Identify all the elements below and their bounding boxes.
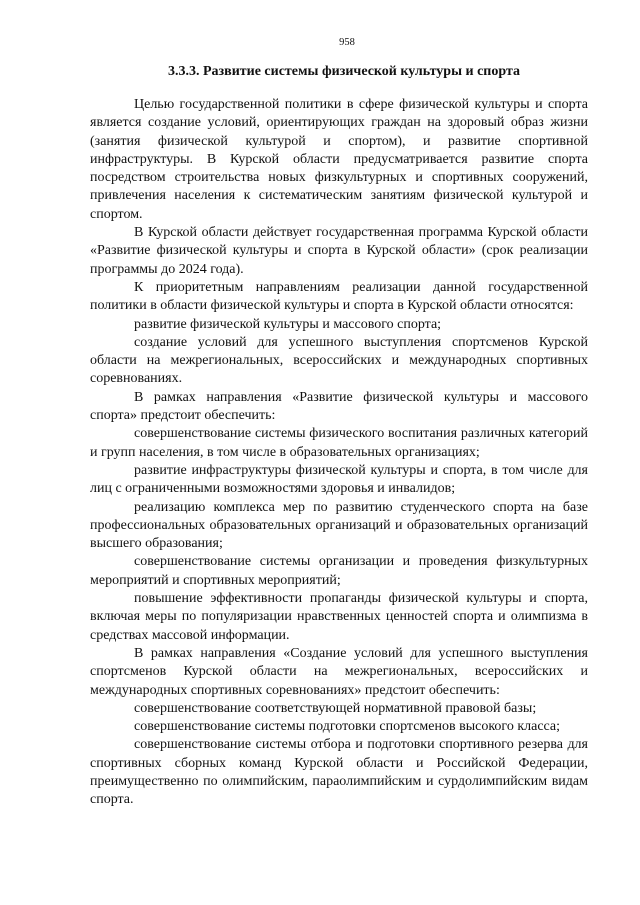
list-item-physical-education: совершенствование системы физического воспитания различных категорий и групп населения, в том числе в образовательных организациях; bbox=[90, 426, 588, 460]
list-item-athletes-conditions: создание условий для успешного выступления спортсменов Курской области на межрегиональных, всероссийских и международных спортивных соревнованиях. bbox=[90, 334, 588, 387]
list-item-student-sport: реализацию комплекса мер по развитию студенческого спорта на базе профессиональных образовательных организаций и образовательных организаций высшего образования; bbox=[90, 499, 588, 552]
list-item-mass-sport: развитие физической культуры и массового спорта; bbox=[134, 316, 442, 332]
list-item-infrastructure: развитие инфраструктуры физической культуры и спорта, в том числе для лиц с ограниченными возможностями здоровья и инвалидов; bbox=[90, 462, 588, 497]
page-number: 958 bbox=[339, 37, 355, 48]
list-item-legal-base: совершенствование соответствующей нормативной правовой базы; bbox=[134, 700, 537, 716]
list-item-events-organization: совершенствование системы организации и проведения физкультурных мероприятий и спортивных мероприятий; bbox=[90, 554, 588, 588]
list-item-propaganda: повышение эффективности пропаганды физической культуры и спорта, включая меры по популяризации нравственных ценностей спорта и олимпизма в средствах массовой информации. bbox=[90, 591, 588, 643]
list-item-reserve-selection: совершенствование системы отбора и подготовки спортивного резерва для спортивных сборных команд Курской области и Российской Федерации, преимущественно по олимпийским, параолимпийским и сурдолимпийским видам спорта. bbox=[90, 737, 588, 808]
paragraph-athletes-direction: В рамках направления «Создание условий для успешного выступления спортсменов Курской области на межрегиональных, всероссийских и международных спортивных соревнованиях» предстоит обеспечить: bbox=[90, 645, 588, 698]
paragraph-goal: Целью государственной политики в сфере физической культуры и спорта является создание условий, ориентирующих граждан на здоровый образ жизни (занятия физической культурой и спортом), и развитие спортивной инфраструктуры. В Курской области предусматривается развитие спорта посредством строительства новых физкультурных и спортивных сооружений, привлечения населения к систематическим занятиям физической культурой и спортом. bbox=[90, 97, 588, 222]
list-item-high-class-training: совершенствование системы подготовки спортсменов высокого класса; bbox=[134, 719, 561, 735]
paragraph-mass-sport-direction: В рамках направления «Развитие физической культуры и массового спорта» предстоит обеспечить: bbox=[90, 389, 588, 424]
section-title: 3.3.3. Развитие системы физической культуры и спорта bbox=[167, 64, 521, 79]
paragraph-priorities-intro: К приоритетным направлениям реализации данной государственной политики в области физической культуры и спорта в Курской области относятся: bbox=[90, 279, 588, 314]
paragraph-state-program: В Курской области действует государственная программа Курской области «Развитие физической культуры и спорта в Курской области» (срок реализации программы до 2024 года). bbox=[90, 225, 588, 277]
